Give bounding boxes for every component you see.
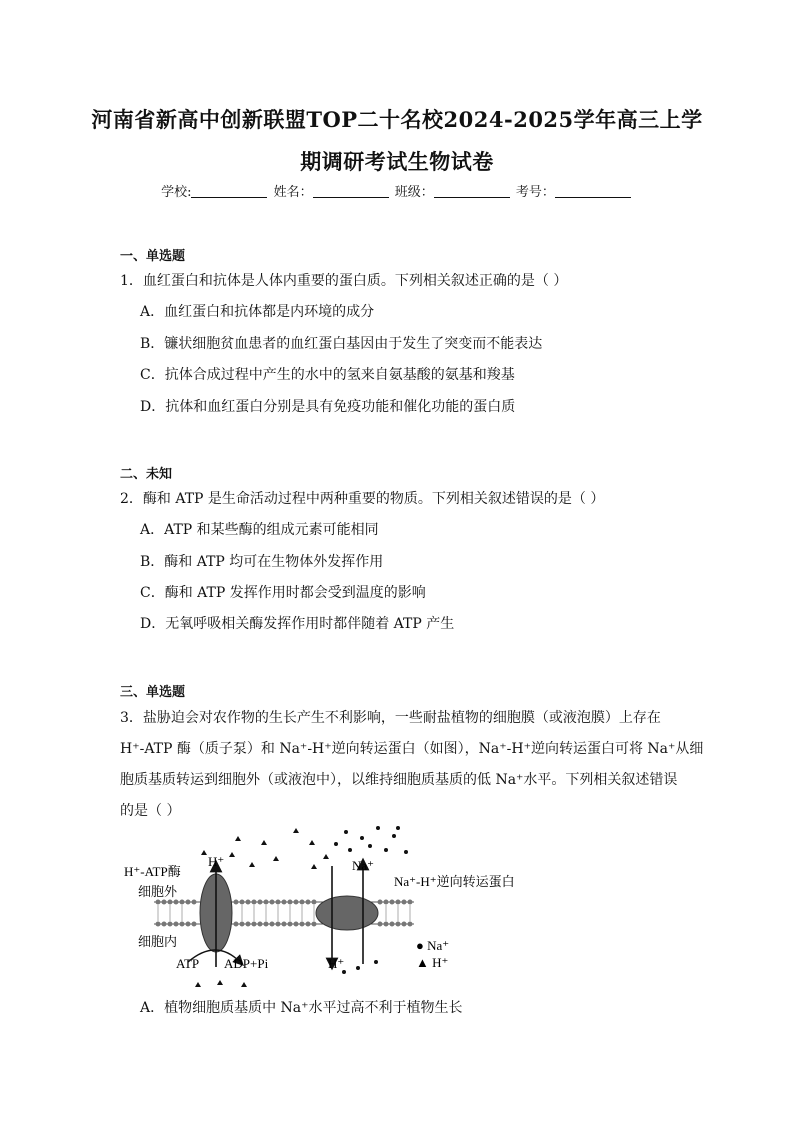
school-label: 学校: (161, 185, 192, 200)
question-2: 2．酶和 ATP 是生命活动过程中两种重要的物质。下列相关叙述错误的是（ ） (120, 491, 605, 507)
label-h-bottom: H⁺ (328, 956, 345, 971)
membrane-diagram-svg (118, 822, 558, 997)
label-na-top: Na⁺ (352, 858, 375, 873)
legend-h: ▲ H⁺ (416, 955, 449, 970)
question-1: 1．血红蛋白和抗体是人体内重要的蛋白质。下列相关叙述正确的是（ ） (120, 273, 568, 289)
antiporter-protein (316, 896, 378, 930)
question-2-option-a: A．ATP 和某些酶的组成元素可能相同 (140, 522, 379, 538)
label-antiporter: Na⁺-H⁺逆向转运蛋白 (394, 874, 515, 889)
question-3-line3: 胞质基质转运到细胞外（或液泡中），以维持细胞质基质的低 Na⁺水平。下列相关叙述错误 (120, 772, 678, 788)
label-atp: ATP (176, 956, 200, 971)
school-blank[interactable] (191, 183, 267, 198)
student-info-row (0, 181, 794, 200)
exam-no-label: 考号： (515, 185, 555, 200)
label-atpase: H⁺-ATP酶 (124, 864, 181, 879)
question-2-option-c: C．酶和 ATP 发挥作用时都会受到温度的影响 (140, 585, 426, 601)
label-adp: ADP+Pi (224, 956, 269, 971)
name-blank[interactable] (313, 183, 389, 198)
exam-no-blank[interactable] (555, 183, 631, 198)
question-1-option-d: D．抗体和血红蛋白分别是具有免疫功能和催化功能的蛋白质 (140, 399, 516, 415)
page-title-line2: 期调研考试生物试卷 (300, 149, 494, 174)
question-3-line2: H⁺-ATP 酶（质子泵）和 Na⁺-H⁺逆向转运蛋白（如图），Na⁺-H⁺逆向转运蛋白可将 Na⁺从细 (120, 741, 704, 757)
class-blank[interactable] (434, 183, 510, 198)
question-1-option-a: A．血红蛋白和抗体都是内环境的成分 (140, 304, 375, 320)
membrane-transport-diagram (118, 822, 558, 997)
label-h-top: H⁺ (208, 854, 225, 869)
class-label: 班级： (394, 185, 434, 200)
legend-na: ● Na⁺ (416, 938, 450, 953)
label-inside: 细胞内 (138, 934, 178, 949)
question-3-line1: 3．盐胁迫会对农作物的生长产生不利影响，一些耐盐植物的细胞膜（或液泡膜）上存在 (120, 710, 661, 726)
section-heading-2: 二、未知 (120, 467, 173, 482)
page-title-line1: 河南省新高中创新联盟TOP二十名校2024-2025学年高三上学 (91, 107, 703, 132)
section-heading-1: 一、单选题 (120, 249, 186, 264)
label-outside: 细胞外 (138, 884, 178, 899)
name-label: 姓名： (273, 185, 313, 200)
question-3-line4: 的是（ ） (120, 803, 181, 819)
question-1-option-c: C．抗体合成过程中产生的水中的氢来自氨基酸的氨基和羧基 (140, 367, 515, 383)
section-heading-3: 三、单选题 (120, 685, 186, 700)
question-2-option-b: B．酶和 ATP 均可在生物体外发挥作用 (140, 554, 384, 570)
question-3-option-a: A．植物细胞质基质中 Na⁺水平过高不利于植物生长 (140, 1000, 463, 1016)
question-2-option-d: D．无氧呼吸相关酶发挥作用时都伴随着 ATP 产生 (140, 616, 455, 632)
question-1-option-b: B．镰状细胞贫血患者的血红蛋白基因由于发生了突变而不能表达 (140, 336, 543, 352)
